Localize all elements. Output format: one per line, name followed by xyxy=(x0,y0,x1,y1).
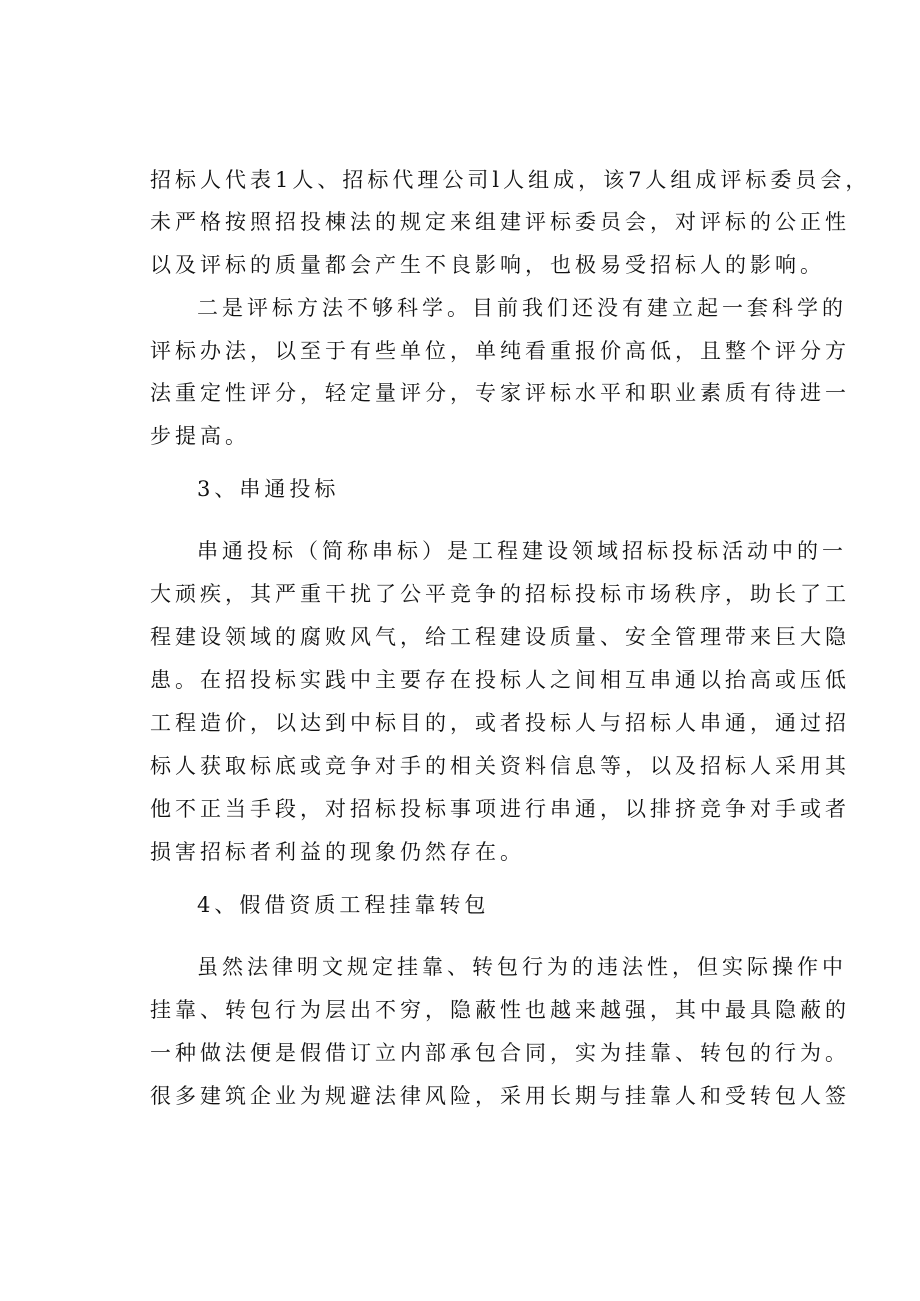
text-line: 评标办法，以至于有些单位，单纯看重报价高低，且整个评分方 xyxy=(150,339,850,363)
text-line: 步提高。 xyxy=(150,424,250,448)
text-line: 程建设领域的腐败风气，给工程建设质量、安全管理带来巨大隐 xyxy=(150,625,850,649)
text-line: 很多建筑企业为规避法律风险，采用长期与挂靠人和受转包人签 xyxy=(150,1084,850,1108)
text-line: 大顽疾，其严重干扰了公平竞争的招标投标市场秩序，助长了工 xyxy=(150,582,850,606)
heading-text: 4、假借资质工程挂靠转包 xyxy=(197,893,490,917)
text-line: 法重定性评分，轻定量评分，专家评标水平和职业素质有待进一 xyxy=(150,381,850,405)
text-line: 损害招标者利益的现象仍然存在。 xyxy=(150,840,525,864)
text-line: 串通投标（简称串标）是工程建设领域招标投标活动中的一 xyxy=(197,539,847,563)
text-line: 挂靠、转包行为层出不穷，隐蔽性也越来越强，其中最具隐蔽的 xyxy=(150,998,850,1022)
text-line: 工程造价，以达到中标目的，或者投标人与招标人串通，通过招 xyxy=(150,711,850,735)
text-line: 二是评标方法不够科学。目前我们还没有建立起一套科学的 xyxy=(197,296,847,320)
text-line: 他不正当手段，对招标投标事项进行串通，以排挤竞争对手或者 xyxy=(150,797,850,821)
text-line: 一种做法便是假借订立内部承包合同，实为挂靠、转包的行为。 xyxy=(150,1041,850,1065)
text-line: 标人获取标底或竞争对手的相关资料信息等，以及招标人采用其 xyxy=(150,754,850,778)
text-line: 招标人代表1人、招标代理公司l人组成，该7人组成评标委员会， xyxy=(150,168,871,192)
text-line: 患。在招投标实践中主要存在投标人之间相互串通以抬高或压低 xyxy=(150,668,850,692)
text-line: 未严格按照招投棟法的规定来组建评标委员会，对评标的公正性 xyxy=(150,210,850,234)
heading-text: 3、串通投标 xyxy=(197,477,340,501)
text-line: 以及评标的质量都会产生不良影响，也极易受招标人的影响。 xyxy=(150,253,825,277)
text-line: 虽然法律明文规定挂靠、转包行为的违法性，但实际操作中 xyxy=(197,955,847,979)
